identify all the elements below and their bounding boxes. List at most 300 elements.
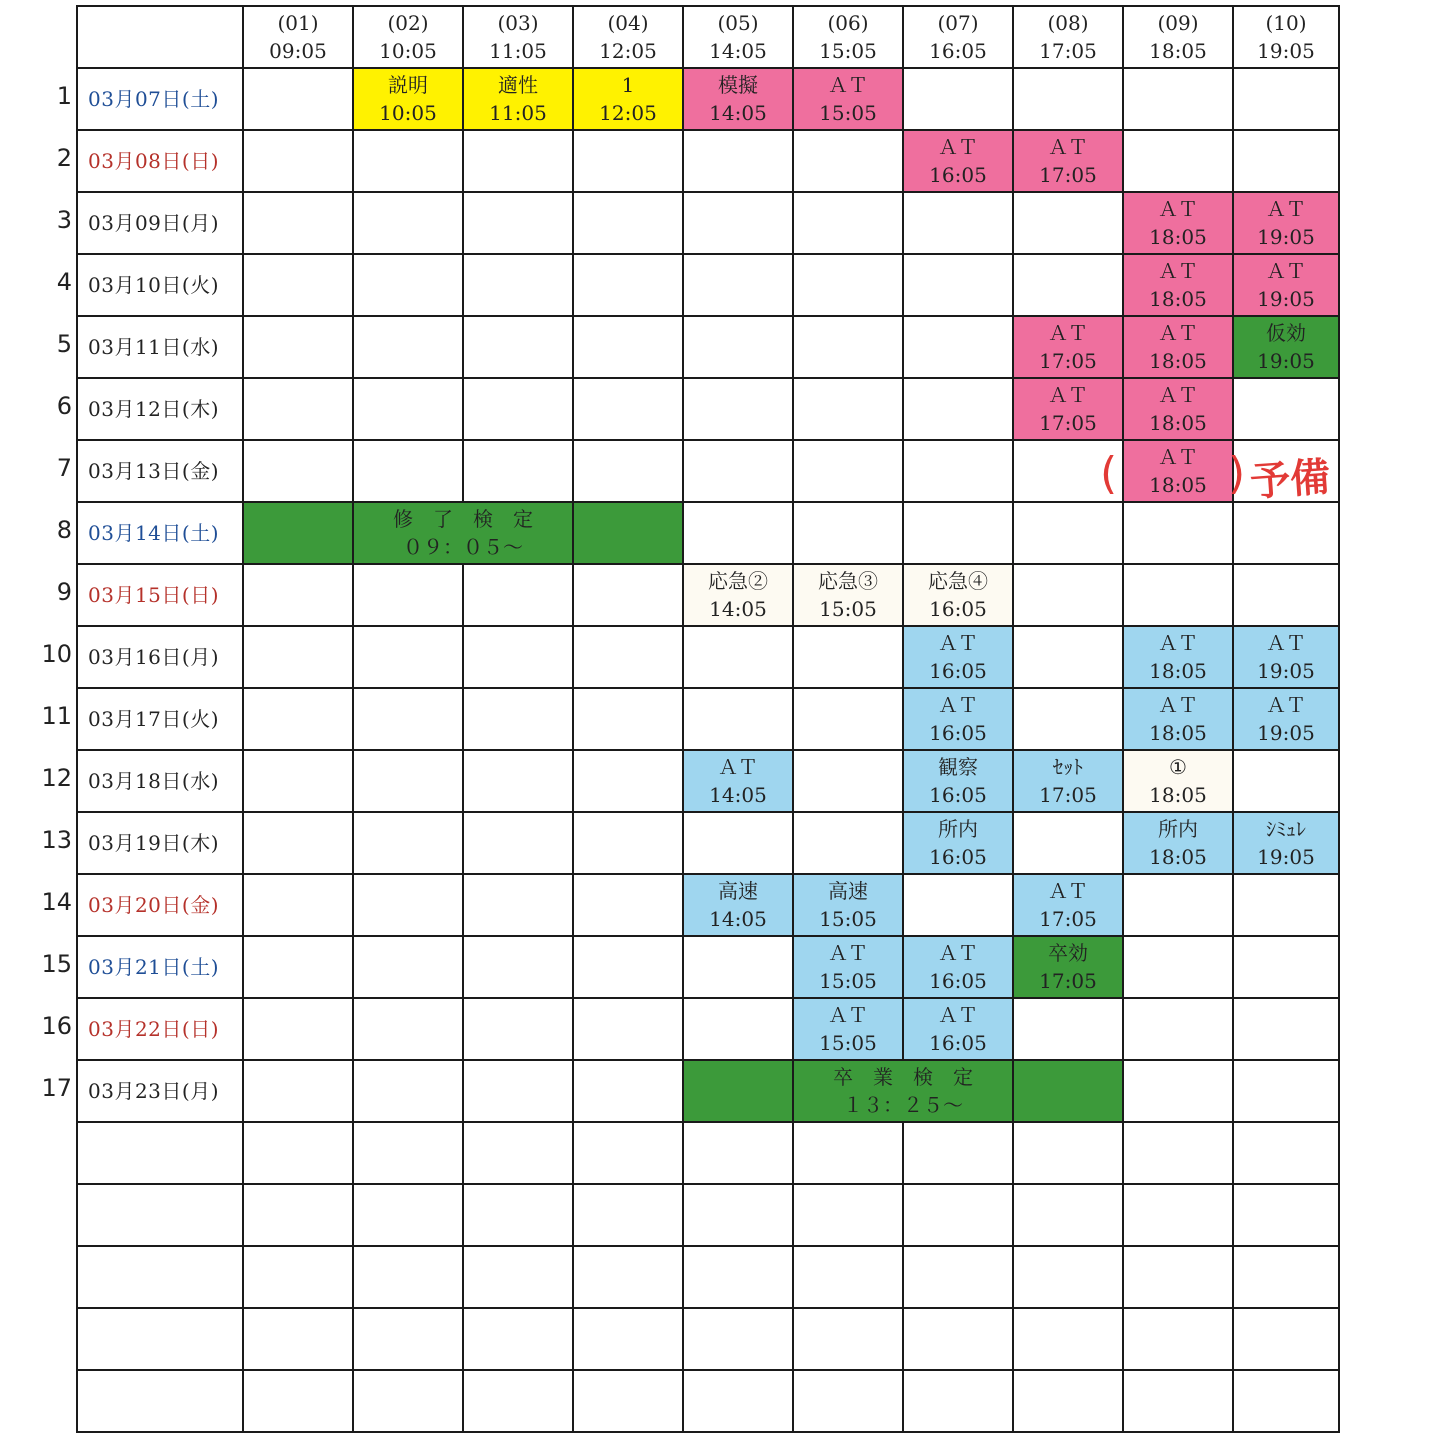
lesson-time: 18:05	[1149, 783, 1207, 807]
empty-slot	[573, 440, 683, 502]
empty-slot	[1233, 68, 1339, 130]
schedule-row	[77, 936, 1339, 998]
lesson-time: 12:05	[599, 101, 657, 125]
lesson-cell	[793, 564, 903, 626]
lesson-cell	[353, 68, 463, 130]
empty-slot	[903, 502, 1013, 564]
column-header	[573, 6, 683, 68]
empty-slot	[573, 626, 683, 688]
lesson-time: 17:05	[1039, 163, 1097, 187]
lesson-label: ＡＴ	[1158, 259, 1198, 283]
empty-slot	[573, 1184, 683, 1246]
empty-slot	[243, 254, 353, 316]
empty-slot	[463, 316, 573, 378]
lesson-cell	[1123, 626, 1233, 688]
empty-slot	[1233, 1122, 1339, 1184]
date-cell	[77, 1122, 243, 1184]
empty-slot	[243, 1060, 353, 1122]
column-header	[683, 6, 793, 68]
empty-slot	[353, 688, 463, 750]
empty-slot	[243, 626, 353, 688]
date-cell	[77, 1370, 243, 1432]
lesson-cell	[903, 936, 1013, 998]
lesson-label: 適性	[498, 73, 538, 97]
empty-slot	[463, 192, 573, 254]
empty-slot	[1013, 626, 1123, 688]
lesson-label: ＡＴ	[1158, 321, 1198, 345]
column-number: (01)	[277, 11, 319, 35]
lesson-label: ＡＴ	[1266, 259, 1306, 283]
lesson-time: 16:05	[929, 721, 987, 745]
column-time: 12:05	[599, 39, 657, 63]
empty-slot	[793, 688, 903, 750]
empty-slot	[1123, 1246, 1233, 1308]
empty-slot	[1123, 1060, 1233, 1122]
empty-slot	[1013, 1308, 1123, 1370]
empty-slot	[903, 192, 1013, 254]
lesson-time: ０９：０５～	[403, 535, 523, 559]
lesson-time: 15:05	[819, 907, 877, 931]
lesson-cell	[1123, 750, 1233, 812]
date-cell	[77, 1246, 243, 1308]
lesson-time: 18:05	[1149, 411, 1207, 435]
lesson-label: ＡＴ	[828, 1003, 868, 1027]
lesson-time: 17:05	[1039, 349, 1097, 373]
lesson-cell	[903, 998, 1013, 1060]
date-cell: 03月14日(土)	[77, 502, 243, 564]
empty-slot	[793, 254, 903, 316]
lesson-label: 模擬	[718, 73, 758, 97]
empty-slot	[1123, 502, 1233, 564]
date-cell: 03月12日(木)	[77, 378, 243, 440]
empty-slot	[1013, 1122, 1123, 1184]
empty-slot	[903, 1308, 1013, 1370]
date-cell: 03月17日(火)	[77, 688, 243, 750]
lesson-time: 17:05	[1039, 411, 1097, 435]
empty-slot	[903, 1184, 1013, 1246]
empty-slot	[573, 1308, 683, 1370]
schedule-row	[77, 812, 1339, 874]
lesson-time: 19:05	[1257, 349, 1315, 373]
empty-slot	[903, 316, 1013, 378]
empty-slot	[353, 316, 463, 378]
empty-slot	[1123, 564, 1233, 626]
column-header	[903, 6, 1013, 68]
date-cell: 03月22日(日)	[77, 998, 243, 1060]
empty-slot	[353, 626, 463, 688]
empty-slot	[903, 1370, 1013, 1432]
lesson-cell	[1123, 254, 1233, 316]
column-time: 17:05	[1039, 39, 1097, 63]
schedule-row	[77, 564, 1339, 626]
lesson-time: 15:05	[819, 101, 877, 125]
lesson-label: 所内	[1158, 817, 1198, 841]
empty-slot	[1233, 130, 1339, 192]
empty-slot	[683, 254, 793, 316]
empty-slot	[1013, 502, 1123, 564]
lesson-time: 14:05	[709, 101, 767, 125]
lesson-time: 18:05	[1149, 473, 1207, 497]
column-header	[463, 6, 573, 68]
row-number: 14	[41, 888, 72, 916]
lesson-time: 15:05	[819, 1031, 877, 1055]
lesson-label: 高速	[718, 879, 758, 903]
date-cell: 03月19日(木)	[77, 812, 243, 874]
empty-slot	[573, 502, 683, 564]
lesson-time: 14:05	[709, 783, 767, 807]
empty-slot	[1233, 874, 1339, 936]
empty-slot	[463, 750, 573, 812]
lesson-cell	[1233, 626, 1339, 688]
empty-slot	[243, 1308, 353, 1370]
empty-slot	[243, 688, 353, 750]
lesson-label: ＡＴ	[1158, 693, 1198, 717]
lesson-time: 18:05	[1149, 225, 1207, 249]
lesson-label: ｼﾐｭﾚ	[1266, 817, 1306, 841]
empty-slot	[353, 564, 463, 626]
row-number: 3	[56, 206, 72, 234]
lesson-label: ＡＴ	[1158, 631, 1198, 655]
empty-slot	[1013, 998, 1123, 1060]
date-cell: 03月07日(土)	[77, 68, 243, 130]
schedule-row	[77, 378, 1339, 440]
empty-slot	[353, 192, 463, 254]
column-time: 11:05	[489, 39, 547, 63]
lesson-label: ＡＴ	[938, 631, 978, 655]
date-cell	[77, 1184, 243, 1246]
empty-slot	[1013, 688, 1123, 750]
lesson-label: ＡＴ	[1048, 383, 1088, 407]
schedule-row	[77, 1370, 1339, 1432]
empty-slot	[1123, 1184, 1233, 1246]
lesson-cell	[1123, 316, 1233, 378]
lesson-label: ＡＴ	[1266, 197, 1306, 221]
empty-slot	[463, 1184, 573, 1246]
column-time: 19:05	[1257, 39, 1315, 63]
schedule-row	[77, 1308, 1339, 1370]
empty-slot	[903, 1246, 1013, 1308]
schedule-row	[77, 750, 1339, 812]
lesson-time: 16:05	[929, 1031, 987, 1055]
empty-slot	[573, 874, 683, 936]
lesson-time: 14:05	[709, 597, 767, 621]
corner-cell	[77, 6, 243, 68]
row-number: 8	[56, 516, 72, 544]
empty-slot	[243, 68, 353, 130]
lesson-cell	[903, 564, 1013, 626]
lesson-cell	[1123, 688, 1233, 750]
empty-slot	[683, 1246, 793, 1308]
empty-slot	[793, 192, 903, 254]
empty-slot	[1123, 130, 1233, 192]
header-row	[77, 6, 1339, 68]
date-cell: 03月13日(金)	[77, 440, 243, 502]
schedule-row	[77, 316, 1339, 378]
lesson-label: ＡＴ	[1266, 693, 1306, 717]
handwritten-paren-left: (	[1100, 448, 1118, 499]
empty-slot	[793, 626, 903, 688]
empty-slot	[573, 812, 683, 874]
empty-slot	[243, 750, 353, 812]
handwritten-paren-right: )	[1228, 448, 1246, 499]
empty-slot	[683, 192, 793, 254]
empty-slot	[573, 1246, 683, 1308]
empty-slot	[903, 254, 1013, 316]
lesson-label: 仮効	[1266, 321, 1306, 345]
lesson-cell	[463, 68, 573, 130]
empty-slot	[1013, 1060, 1123, 1122]
lesson-cell	[1233, 316, 1339, 378]
empty-slot	[463, 130, 573, 192]
empty-slot	[573, 936, 683, 998]
lesson-cell	[903, 626, 1013, 688]
lesson-cell	[1233, 192, 1339, 254]
empty-slot	[1233, 750, 1339, 812]
empty-slot	[793, 502, 903, 564]
empty-slot	[243, 316, 353, 378]
lesson-label: ＡＴ	[1158, 383, 1198, 407]
column-number: (05)	[717, 11, 759, 35]
schedule-row	[77, 688, 1339, 750]
lesson-label: 応急②	[708, 569, 768, 593]
empty-slot	[683, 502, 793, 564]
lesson-cell	[1233, 688, 1339, 750]
lesson-label: 応急④	[928, 569, 988, 593]
lesson-label: ＡＴ	[938, 693, 978, 717]
empty-slot	[353, 440, 463, 502]
lesson-cell	[353, 502, 573, 564]
empty-slot	[463, 1370, 573, 1432]
lesson-label: 説明	[388, 73, 428, 97]
empty-slot	[683, 812, 793, 874]
row-number: 9	[56, 578, 72, 606]
empty-slot	[683, 1060, 793, 1122]
empty-slot	[353, 1370, 463, 1432]
empty-slot	[243, 502, 353, 564]
schedule-row	[77, 440, 1339, 502]
schedule-row	[77, 626, 1339, 688]
lesson-time: 17:05	[1039, 969, 1097, 993]
column-time: 14:05	[709, 39, 767, 63]
empty-slot	[683, 440, 793, 502]
row-number: 16	[41, 1012, 72, 1040]
empty-slot	[683, 626, 793, 688]
date-cell: 03月20日(金)	[77, 874, 243, 936]
lesson-label: 高速	[828, 879, 868, 903]
lesson-cell	[683, 68, 793, 130]
empty-slot	[353, 936, 463, 998]
lesson-label: ＡＴ	[938, 135, 978, 159]
empty-slot	[1233, 1308, 1339, 1370]
column-number: (07)	[937, 11, 979, 35]
empty-slot	[463, 378, 573, 440]
date-cell: 03月21日(土)	[77, 936, 243, 998]
empty-slot	[353, 1122, 463, 1184]
column-time: 18:05	[1149, 39, 1207, 63]
empty-slot	[1013, 564, 1123, 626]
empty-slot	[1233, 564, 1339, 626]
empty-slot	[793, 1122, 903, 1184]
lesson-cell	[1013, 750, 1123, 812]
empty-slot	[1233, 1060, 1339, 1122]
lesson-time: 19:05	[1257, 721, 1315, 745]
column-time: 09:05	[269, 39, 327, 63]
empty-slot	[1123, 998, 1233, 1060]
lesson-label: ＡＴ	[1048, 135, 1088, 159]
lesson-label: ＡＴ	[828, 941, 868, 965]
lesson-label: 1	[621, 73, 635, 97]
empty-slot	[903, 874, 1013, 936]
empty-slot	[683, 1308, 793, 1370]
empty-slot	[573, 254, 683, 316]
row-number: 15	[41, 950, 72, 978]
row-number: 6	[56, 392, 72, 420]
lesson-cell	[903, 750, 1013, 812]
lesson-cell	[1233, 812, 1339, 874]
lesson-cell	[1013, 130, 1123, 192]
empty-slot	[683, 378, 793, 440]
empty-slot	[573, 1370, 683, 1432]
lesson-time: 10:05	[379, 101, 437, 125]
lesson-time: 18:05	[1149, 721, 1207, 745]
column-time: 10:05	[379, 39, 437, 63]
row-number: 17	[41, 1074, 72, 1102]
empty-slot	[243, 936, 353, 998]
empty-slot	[793, 1308, 903, 1370]
column-number: (10)	[1265, 11, 1307, 35]
lesson-cell	[793, 874, 903, 936]
empty-slot	[1123, 874, 1233, 936]
lesson-time: 14:05	[709, 907, 767, 931]
empty-slot	[573, 192, 683, 254]
empty-slot	[793, 812, 903, 874]
column-number: (02)	[387, 11, 429, 35]
date-cell: 03月10日(火)	[77, 254, 243, 316]
empty-slot	[793, 1370, 903, 1432]
empty-slot	[573, 750, 683, 812]
schedule-row	[77, 874, 1339, 936]
empty-slot	[903, 440, 1013, 502]
lesson-label: ①	[1169, 755, 1187, 779]
date-cell: 03月11日(水)	[77, 316, 243, 378]
empty-slot	[353, 812, 463, 874]
lesson-cell	[1123, 378, 1233, 440]
empty-slot	[1013, 1246, 1123, 1308]
empty-slot	[353, 1308, 463, 1370]
empty-slot	[793, 316, 903, 378]
empty-slot	[573, 688, 683, 750]
lesson-cell	[1013, 378, 1123, 440]
lesson-cell	[1013, 936, 1123, 998]
empty-slot	[243, 1122, 353, 1184]
row-number: 5	[56, 330, 72, 358]
schedule-row	[77, 502, 1339, 564]
empty-slot	[1233, 1184, 1339, 1246]
lesson-time: 19:05	[1257, 225, 1315, 249]
lesson-time: 18:05	[1149, 659, 1207, 683]
lesson-cell	[903, 130, 1013, 192]
empty-slot	[683, 130, 793, 192]
empty-slot	[1123, 1122, 1233, 1184]
empty-slot	[1013, 1370, 1123, 1432]
lesson-label: ＡＴ	[1048, 321, 1088, 345]
lesson-label: 卒 業 検 定	[833, 1065, 973, 1089]
lesson-time: 18:05	[1149, 287, 1207, 311]
date-cell	[77, 1308, 243, 1370]
empty-slot	[1233, 998, 1339, 1060]
lesson-cell	[1013, 316, 1123, 378]
empty-slot	[243, 1184, 353, 1246]
lesson-time: 16:05	[929, 163, 987, 187]
empty-slot	[683, 1370, 793, 1432]
empty-slot	[903, 1122, 1013, 1184]
lesson-cell	[683, 564, 793, 626]
column-number: (04)	[607, 11, 649, 35]
empty-slot	[573, 378, 683, 440]
column-header	[793, 6, 903, 68]
row-number: 13	[41, 826, 72, 854]
lesson-time: 19:05	[1257, 659, 1315, 683]
empty-slot	[243, 812, 353, 874]
empty-slot	[683, 998, 793, 1060]
lesson-time: 19:05	[1257, 287, 1315, 311]
lesson-cell	[903, 688, 1013, 750]
empty-slot	[793, 750, 903, 812]
empty-slot	[243, 1246, 353, 1308]
empty-slot	[463, 1246, 573, 1308]
schedule-row	[77, 1184, 1339, 1246]
empty-slot	[243, 378, 353, 440]
lesson-label: ＡＴ	[828, 73, 868, 97]
empty-slot	[683, 316, 793, 378]
schedule-table	[76, 5, 1340, 1433]
row-number: 11	[41, 702, 72, 730]
empty-slot	[463, 998, 573, 1060]
lesson-cell	[903, 812, 1013, 874]
handwritten-reserve-note: 予備	[1248, 454, 1332, 506]
empty-slot	[793, 1184, 903, 1246]
empty-slot	[1233, 1370, 1339, 1432]
column-header	[1123, 6, 1233, 68]
schedule-row	[77, 68, 1339, 130]
lesson-time: 19:05	[1257, 845, 1315, 869]
empty-slot	[573, 564, 683, 626]
empty-slot	[903, 68, 1013, 130]
empty-slot	[683, 936, 793, 998]
column-time: 16:05	[929, 39, 987, 63]
empty-slot	[1233, 378, 1339, 440]
column-header	[243, 6, 353, 68]
lesson-time: 16:05	[929, 969, 987, 993]
lesson-label: ＡＴ	[938, 1003, 978, 1027]
schedule-row	[77, 254, 1339, 316]
lesson-cell	[1123, 440, 1233, 502]
lesson-cell	[793, 936, 903, 998]
empty-slot	[463, 254, 573, 316]
lesson-cell	[1233, 254, 1339, 316]
empty-slot	[573, 998, 683, 1060]
column-time: 15:05	[819, 39, 877, 63]
date-cell: 03月15日(日)	[77, 564, 243, 626]
row-number: 2	[56, 144, 72, 172]
lesson-label: 所内	[938, 817, 978, 841]
empty-slot	[463, 874, 573, 936]
schedule-row	[77, 1246, 1339, 1308]
lesson-time: 11:05	[489, 101, 547, 125]
empty-slot	[353, 1060, 463, 1122]
empty-slot	[1233, 502, 1339, 564]
empty-slot	[463, 688, 573, 750]
